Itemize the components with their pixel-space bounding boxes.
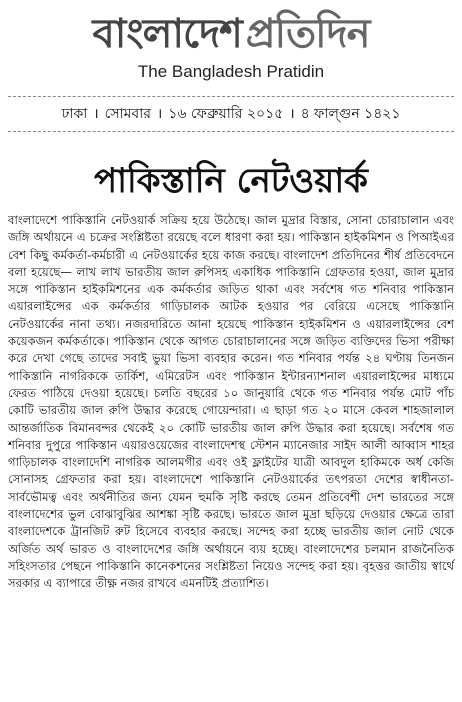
dateline-bengali-date: ৪ ফাল্গুন ১৪২১: [300, 106, 401, 122]
dateline-gregorian-date: ১৬ ফেব্রুয়ারি ২০১৫: [168, 106, 284, 122]
dateline-separator: ।: [156, 106, 163, 122]
divider-bottom: [8, 131, 454, 132]
dateline: [8, 97, 454, 131]
masthead-english-name: The Bangladesh Pratidin: [137, 62, 325, 81]
article-body: [8, 212, 454, 593]
masthead-logo: [8, 10, 454, 58]
dateline-weekday: সোমবার: [104, 106, 151, 122]
masthead-name-part1: বাংলাদেশ: [92, 10, 242, 57]
dateline-separator: ।: [289, 106, 295, 122]
article-headline: পাকিস্তানি নেটওয়ার্ক: [94, 161, 368, 201]
masthead: [8, 0, 454, 82]
article-paragraph: বাংলাদেশে পাকিস্তানি নেটওয়ার্ক সক্রিয় হয়ে উঠেছে। জাল মুদ্রার বিস্তার, সোনা চোরাচালান এবং জঙ্গি অর্থায়নে এ চক্রের সংশ্লিষ্টতা রয়েছে বলে ধারণা করা হয়। পাকিস্তান হাইকমিশন ও পিআইএর বেশ কিছু কর্মকর্তা-কর্মচারী এ নেটওয়ার্কের হয়ে কাজ করছে। বাংলাদেশ প্রতিদিনের শীর্ষ প্রতিবেদনে বলা হয়েছে— লাখ লাখ ভারতীয় জাল রুপিসহ একাধিক পাকিস্তানি গ্রেফতার হওয়া, জাল মুদ্রার সঙ্গে পাকিস্তান হাইকমিশনের এক কর্মকর্তার জড়িত থাকা এবং সর্বশেষ গত শনিবার পাকিস্তান এয়ারলাইন্সের এক কর্মকর্তার গাড়িচালক আটক হওয়ার পর বেরিয়ে এসেছে পাকিস্তানি নেটওয়ার্কের নানা তথ্য। নজরদারিতে আনা হয়েছে পাকিস্তান হাইকমিশন ও এয়ারলাইন্সের বেশ কয়েকজন কর্মকর্তাকে। পাকিস্তান থেকে আগত চোরাচালানের সঙ্গে জড়িত ব্যক্তিদের ভিসা পরীক্ষা করে দেখা গেছে তাদের সবাই ভুয়া ভিসা ব্যবহার করেন। গত শনিবার পর্যন্ত ২৪ ঘণ্টায় তিনজন পাকিস্তানি নাগরিককে তার্কিশ, এমিরেটস এবং পাকিস্তান ইন্টারন্যাশনাল এয়ারলাইন্সের মাধ্যমে ফেরত পাঠিয়ে দেওয়া হয়েছে। চলতি বছরের ১০ জানুয়ারি থেকে গত শনিবার পর্যন্ত মোট পাঁচ কোটি ভারতীয় জাল রুপি উদ্ধার করেছে গোয়েন্দারা। এ ছাড়া গত ২০ মাসে কেবল শাহজালাল আন্তর্জাতিক বিমানবন্দর থেকেই ২০ কোটি ভারতীয় জাল রুপি উদ্ধার করা হয়েছে। সর্বশেষ গত শনিবার দুপুরে পাকিস্তান এয়ারওয়েজের বাংলাদেশস্থ স্টেশন ম্যানেজার সাইদ আলী আব্বাস শাহর গাড়িচালক বাংলাদেশি নাগরিক আলমগীর এবং ওই ফ্লাইটের যাত্রী আবদুল হাকিমকে অর্ধ কেজি সোনাসহ গ্রেফতার করা হয়। বাংলাদেশে পাকিস্তানি নেটওয়ার্কের তৎপরতা দেশের স্বাধীনতা-সার্বভৌমত্ব এবং অর্থনীতির জন্য যেমন হুমকি সৃষ্টি করছে তেমন প্রতিবেশী দেশ ভারতের সঙ্গে বাংলাদেশের ভুল বোঝাবুঝির আশঙ্কা সৃষ্টি করছে। ভারতে জাল মুদ্রা ছড়িয়ে দেওয়ার ক্ষেত্রে তারা বাংলাদেশকে ট্রানজিট রুট হিসেবে ব্যবহার করছে। সন্দেহ করা হচ্ছে ভারতীয় জাল নোট থেকে অর্জিত অর্থ ভারত ও বাংলাদেশের জঙ্গি অর্থায়নে ব্যয় হচ্ছে। বাংলাদেশের চলমান রাজনৈতিক সহিংসতার পেছনে পাকিস্তানি কানেকশনের সংশ্লিষ্টতা নিয়েও সন্দেহ করা হয়। বৃহত্তর জাতীয় স্বার্থে সরকার এ ব্যাপারে তীক্ষ্ণ নজর রাখবে এমনটিই প্রত্যাশিত।: [8, 213, 454, 591]
masthead-name-part2: প্রতিদিন: [245, 10, 370, 57]
dateline-city: ঢাকা: [61, 106, 88, 122]
dateline-separator: ।: [93, 106, 99, 122]
